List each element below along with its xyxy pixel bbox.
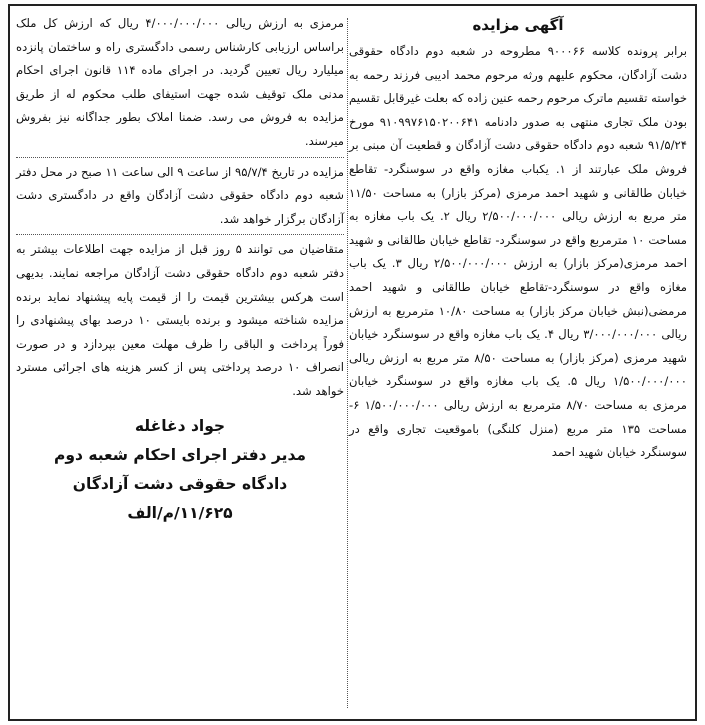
- right-column: [349, 12, 687, 465]
- notice-body-right: برابر پرونده کلاسه ۹۰۰۰۶۶ مطروحه در شعبه دوم دادگاه حقوقی دشت آزادگان، محکوم علیهم ورثه مرحوم محمد ادیبی فرزند رحمه به خواسته تقسیم ماترک مرحوم رحمه عنین زاده که بعلت غیرقابل تقسیم بودن ملک تجاری منتهی به صدور دادنامه ۹۱۰۹۹۷۶۱۵۰۲۰۰۶۴۱ مورخ ۹۱/۵/۲۴ شعبه دوم دادگاه حقوقی دشت آزادگان و قطعیت آن مبنی بر فروش ملک عبارتند از ۱. یکباب مغازه واقع در سوسنگرد- تقاطع خیابان طالقانی و شهید احمد مرمزی (مرکز بازار) به مساحت ۱۱/۵۰ متر مربع به ارزش ریالی ۲/۵۰۰/۰۰۰/۰۰۰ ریال ۲. یک باب مغازه به مساحت ۱۰ مترمربع واقع در سوسنگرد- تقاطع خیابان طالقانی و شهید احمد مرمزی(مرکز بازار) به ارزش ۲/۵۰۰/۰۰۰/۰۰۰ ریال ۳. یک باب مغازه واقع در سوسنگرد-تقاطع خیابان طالقانی و شهید احمد مرمضی(نبش خیابان مرکز بازار) به مساحت ۱۰/۸۰ مترمربع به ارزش ریالی ۳/۰۰۰/۰۰۰/۰۰۰ ریال ۴. یک باب مغازه واقع در سوسنگرد خیابان شهید مرمزی (مرکز بازار) به مساحت ۸/۵۰ متر مربع به ارزش ریالی ۱/۵۰۰/۰۰۰/۰۰۰ ریال ۵. یک باب مغازه واقع در سوسنگرد خیابان مرمزی به مساحت ۸/۷۰ مترمربع به ارزش ریالی ۱/۵۰۰/۰۰۰/۰۰۰ ۶- مساحت ۱۳۵ متر مربع (منزل کلنگی) باموقعیت تجاری واقع در سوسنگرد خیابان شهید احمد: [349, 44, 688, 460]
- column-divider: [347, 18, 348, 708]
- notice-paragraph-conditions: متقاضیان می توانند ۵ روز قبل از مزایده جهت اطلاعات بیشتر به دفتر شعبه دوم دادگاه حقوقی دشت آزادگان مراجعه نمایند. بدیهی است هرکس بیشترین قیمت را از قیمت پایه پیشنهاد نماید برنده مزایده شناخته میشود و برنده بایستی ۱۰ درصد بهای پیشنهادی را فوراً پرداخت و الباقی را ظرف مهلت معین بپردازد و در صورت انصراف ۱۰ درصد پرداختی پس از کسر هزینه های اجرائی مسترد خواهد شد.: [16, 242, 345, 398]
- paragraph-separator: [16, 157, 344, 158]
- notice-paragraph-valuation: مرمزی به ارزش ریالی ۴/۰۰۰/۰۰۰/۰۰۰ ریال که ارزش کل ملک براساس ارزیابی کارشناس رسمی دادگستری راه و ساختمان پانزده میلیارد ریال تعیین گردید. در اجرای ماده ۱۱۴ قانون اجرای احکام مدنی ملک توقیف شده جهت استیفای طلب محکوم له از طریق مزایده به فروش می رسد. ضمنا املاک بطور جداگانه نیز بفروش میرسند.: [16, 16, 344, 148]
- signature-reference: ۱۱/۶۲۵/م/الف: [127, 503, 233, 522]
- signature-position-1: مدیر دفتر اجرای احکام شعبه دوم: [53, 445, 307, 464]
- signature-block: [16, 412, 344, 528]
- signature-position-2: دادگاه حقوقی دشت آزادگان: [72, 474, 288, 493]
- notice-title: آگهی مزایده: [472, 16, 564, 34]
- notice-paragraph-auction-date: مزایده در تاریخ ۹۵/۷/۴ از ساعت ۹ الی ساعت ۱۱ صبح در محل دفتر شعبه دوم دادگاه حقوقی دشت آزادگان واقع در دادگستری دشت آزادگان برگزار خواهد شد.: [16, 164, 344, 226]
- paragraph-separator: [16, 234, 344, 235]
- left-column: [16, 12, 344, 528]
- signature-name: جواد دغاغله: [134, 416, 226, 435]
- notice-frame: [8, 4, 697, 721]
